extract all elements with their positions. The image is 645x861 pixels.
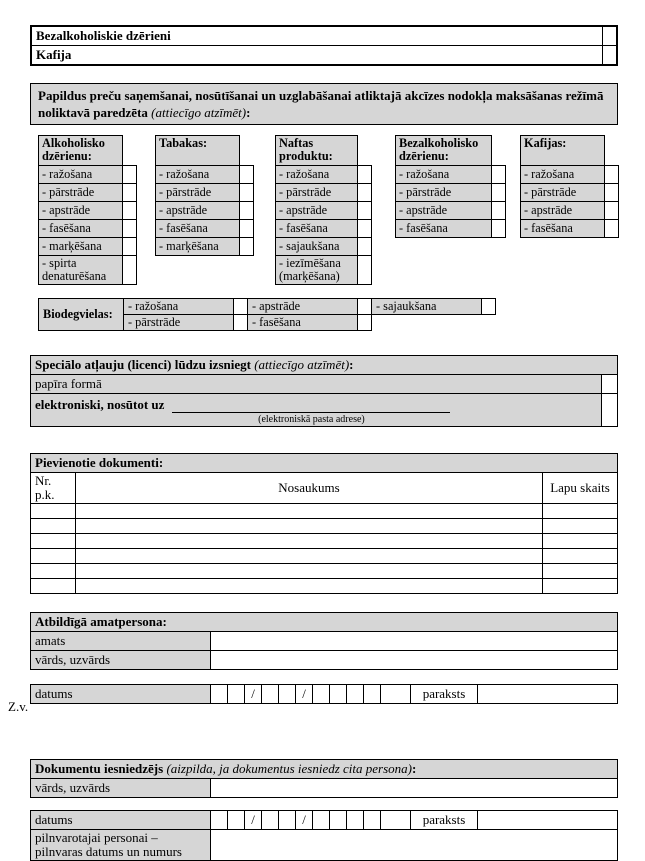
doc-nr-cell[interactable] — [31, 534, 76, 549]
spacer — [605, 136, 619, 166]
column-header-pages: Lapu skaits — [542, 473, 617, 504]
activity-label: - pārstrāde — [39, 184, 123, 202]
top-products-table — [30, 25, 618, 66]
doc-pages-cell[interactable] — [542, 519, 617, 534]
activity-label: - apstrāde — [156, 202, 240, 220]
date-separator: / — [245, 685, 262, 704]
section-colon: : — [246, 105, 251, 120]
email-hint: (elektroniskā pasta adrese) — [258, 414, 365, 425]
name-label: vārds, uzvārds — [31, 651, 211, 670]
date-label: datums — [31, 811, 211, 830]
checkbox[interactable] — [240, 166, 254, 184]
spacer — [123, 136, 137, 166]
activity-groups — [30, 135, 618, 283]
doc-nr-cell[interactable] — [31, 504, 76, 519]
checkbox[interactable] — [605, 202, 619, 220]
checkbox[interactable] — [492, 202, 506, 220]
spacer — [492, 136, 506, 166]
checkbox[interactable] — [358, 315, 372, 331]
activity-label: - pārstrāde — [124, 315, 234, 331]
official-section-header: Atbildīgā amatpersona: — [31, 613, 618, 632]
checkbox[interactable] — [358, 256, 372, 285]
checkbox[interactable] — [358, 202, 372, 220]
doc-nr-cell[interactable] — [31, 564, 76, 579]
date-separator: / — [245, 811, 262, 830]
name-input[interactable] — [211, 779, 618, 798]
doc-name-cell[interactable] — [76, 519, 543, 534]
activity-label: - pārstrāde — [521, 184, 605, 202]
date-year-box[interactable] — [330, 685, 347, 704]
date-year-box[interactable] — [364, 685, 381, 704]
checkbox[interactable] — [492, 184, 506, 202]
doc-name-cell[interactable] — [76, 549, 543, 564]
documents-section — [30, 453, 618, 594]
table-row — [31, 579, 618, 594]
group-title: Tabakas: — [156, 136, 240, 166]
spacer-cell — [381, 685, 411, 704]
product-label: Bezalkoholiskie dzērieni — [31, 26, 602, 46]
table-row — [31, 534, 618, 549]
checkbox[interactable] — [358, 166, 372, 184]
date-year-box[interactable] — [347, 811, 364, 830]
stamp-place-label: Z.v. — [8, 699, 29, 714]
checkbox[interactable] — [123, 202, 137, 220]
date-month-box[interactable] — [279, 685, 296, 704]
spacer — [240, 136, 254, 166]
date-year-box[interactable] — [347, 685, 364, 704]
activity-label: - pārstrāde — [156, 184, 240, 202]
date-year-box[interactable] — [313, 811, 330, 830]
spacer-cell — [381, 811, 411, 830]
section-title: Dokumentu iesniedzējs — [35, 761, 164, 776]
doc-nr-cell[interactable] — [31, 519, 76, 534]
activity-label: - fasēšana — [248, 315, 358, 331]
official-section — [30, 612, 618, 670]
electronic-option — [31, 394, 602, 427]
activity-label: - sajaukšana — [276, 238, 358, 256]
activity-label: - marķēšana — [156, 238, 240, 256]
activity-label: - apstrāde — [396, 202, 492, 220]
spacer — [358, 136, 372, 166]
doc-name-cell[interactable] — [76, 564, 543, 579]
column-header-nr — [31, 473, 76, 504]
activity-label: - ražošana — [521, 166, 605, 184]
signature-input[interactable] — [478, 811, 618, 830]
checkbox[interactable] — [482, 299, 496, 315]
activity-label: - fasēšana — [396, 220, 492, 238]
spacer — [372, 315, 496, 331]
date-day-box[interactable] — [211, 685, 228, 704]
checkbox[interactable] — [123, 238, 137, 256]
activity-label: - pārstrāde — [276, 184, 358, 202]
group-title: Biodegvielas: — [39, 299, 124, 331]
column-header-nr-line1: Nr. — [35, 473, 52, 488]
table-row — [31, 504, 618, 519]
activity-label: - fasēšana — [156, 220, 240, 238]
submitter-section-header — [31, 760, 618, 779]
date-separator: / — [296, 811, 313, 830]
section-note: (aizpilda, ja dokumentus iesniedz cita persona) — [166, 761, 412, 776]
date-month-box[interactable] — [279, 811, 296, 830]
section-colon: : — [349, 357, 354, 372]
date-label: datums — [31, 685, 211, 704]
date-year-box[interactable] — [364, 811, 381, 830]
section-colon: : — [411, 761, 417, 776]
checkbox[interactable] — [123, 166, 137, 184]
checkbox[interactable] — [240, 202, 254, 220]
activity-label: - ražošana — [276, 166, 358, 184]
checkbox[interactable] — [240, 220, 254, 238]
activity-label: - ražošana — [39, 166, 123, 184]
checkbox[interactable] — [605, 184, 619, 202]
doc-pages-cell[interactable] — [542, 564, 617, 579]
checkbox[interactable] — [605, 220, 619, 238]
product-label: Kafija — [31, 46, 602, 66]
authorized-line2: pilnvaras datums un numurs — [35, 844, 182, 859]
checkbox[interactable] — [358, 238, 372, 256]
activity-label: - apstrāde — [248, 299, 358, 315]
checkbox[interactable] — [492, 220, 506, 238]
section-header-additional — [30, 83, 618, 125]
activity-label: - ražošana — [396, 166, 492, 184]
column-header-nr-line2: p.k. — [35, 487, 55, 502]
activity-label: - apstrāde — [39, 202, 123, 220]
activity-label: - ražošana — [156, 166, 240, 184]
date-month-box[interactable] — [262, 811, 279, 830]
position-input[interactable] — [211, 632, 618, 651]
column-header-name: Nosaukums — [76, 473, 543, 504]
authorized-line1: pilnvarotajai personai – — [35, 830, 158, 845]
checkbox[interactable] — [358, 299, 372, 315]
checkbox[interactable] — [602, 46, 617, 66]
date-day-box[interactable] — [211, 811, 228, 830]
signature-label: paraksts — [411, 811, 478, 830]
section-note: (attiecīgo atzīmēt) — [151, 105, 247, 120]
group-tabakas — [155, 135, 254, 256]
documents-section-header: Pievienotie dokumenti: — [31, 454, 618, 473]
activity-label: - sajaukšana — [372, 299, 482, 315]
group-naftas-produktu — [275, 135, 372, 285]
date-year-box[interactable] — [330, 811, 347, 830]
doc-pages-cell[interactable] — [542, 504, 617, 519]
section-title: Speciālo atļauju (licenci) lūdzu izsniegt — [35, 357, 251, 372]
checkbox[interactable] — [605, 166, 619, 184]
checkbox[interactable] — [602, 394, 618, 427]
date-separator: / — [296, 685, 313, 704]
activity-label: - apstrāde — [276, 202, 358, 220]
doc-nr-cell[interactable] — [31, 549, 76, 564]
activity-label: - iezīmēšana (marķēšana) — [276, 256, 358, 285]
checkbox[interactable] — [234, 315, 248, 331]
date-month-box[interactable] — [262, 685, 279, 704]
checkbox[interactable] — [234, 299, 248, 315]
table-row — [31, 564, 618, 579]
submitter-date-row — [30, 810, 618, 861]
group-alkoholisko-dzerienu — [38, 135, 137, 285]
activity-label: - marķēšana — [39, 238, 123, 256]
authorized-person-input[interactable] — [211, 830, 618, 861]
activity-label: - ražošana — [124, 299, 234, 315]
signature-input[interactable] — [478, 685, 618, 704]
activity-label: - spirta denaturēšana — [39, 256, 123, 285]
doc-pages-cell[interactable] — [542, 534, 617, 549]
checkbox[interactable] — [358, 220, 372, 238]
license-section — [30, 355, 618, 427]
position-label: amats — [31, 632, 211, 651]
date-day-box[interactable] — [228, 685, 245, 704]
doc-name-cell[interactable] — [76, 534, 543, 549]
group-title: Alkoholisko dzērienu: — [39, 136, 123, 166]
name-label: vārds, uzvārds — [31, 779, 211, 798]
email-address-line[interactable] — [172, 400, 450, 425]
signature-label: paraksts — [411, 685, 478, 704]
date-day-box[interactable] — [228, 811, 245, 830]
group-biodegvielas — [38, 298, 496, 331]
date-year-box[interactable] — [313, 685, 330, 704]
section-title: Papildus preču saņemšanai, nosūtīšanai un uzglabāšanai atliktajā akcīzes nodokļa maksāšanas režīmā noliktavā paredzēta — [38, 88, 604, 120]
checkbox[interactable] — [123, 256, 137, 285]
paper-option-label: papīra formā — [31, 375, 602, 394]
table-row — [31, 519, 618, 534]
name-input[interactable] — [211, 651, 618, 670]
checkbox[interactable] — [123, 184, 137, 202]
activity-label: - fasēšana — [276, 220, 358, 238]
checkbox[interactable] — [240, 184, 254, 202]
electronic-option-label: elektroniski, nosūtot uz — [35, 397, 165, 412]
table-row — [31, 549, 618, 564]
authorized-person-label — [31, 830, 211, 861]
group-bezalkoholisko-dzerienu — [395, 135, 506, 238]
activity-label: - fasēšana — [521, 220, 605, 238]
submitter-section — [30, 759, 618, 798]
activity-label: - apstrāde — [521, 202, 605, 220]
doc-pages-cell[interactable] — [542, 579, 617, 594]
doc-nr-cell[interactable] — [31, 579, 76, 594]
doc-name-cell[interactable] — [76, 504, 543, 519]
checkbox[interactable] — [602, 375, 618, 394]
group-title: Kafijas: — [521, 136, 605, 166]
group-title: Naftas produktu: — [276, 136, 358, 166]
checkbox[interactable] — [240, 238, 254, 256]
group-title: Bezalkoholisko dzērienu: — [396, 136, 492, 166]
checkbox[interactable] — [123, 220, 137, 238]
official-date-row — [30, 684, 618, 704]
checkbox[interactable] — [492, 166, 506, 184]
section-note: (attiecīgo atzīmēt) — [254, 357, 350, 372]
checkbox[interactable] — [358, 184, 372, 202]
doc-name-cell[interactable] — [76, 579, 543, 594]
license-section-header — [31, 356, 618, 375]
activity-label: - fasēšana — [39, 220, 123, 238]
doc-pages-cell[interactable] — [542, 549, 617, 564]
group-kafijas — [520, 135, 619, 238]
checkbox[interactable] — [602, 26, 617, 46]
activity-label: - pārstrāde — [396, 184, 492, 202]
